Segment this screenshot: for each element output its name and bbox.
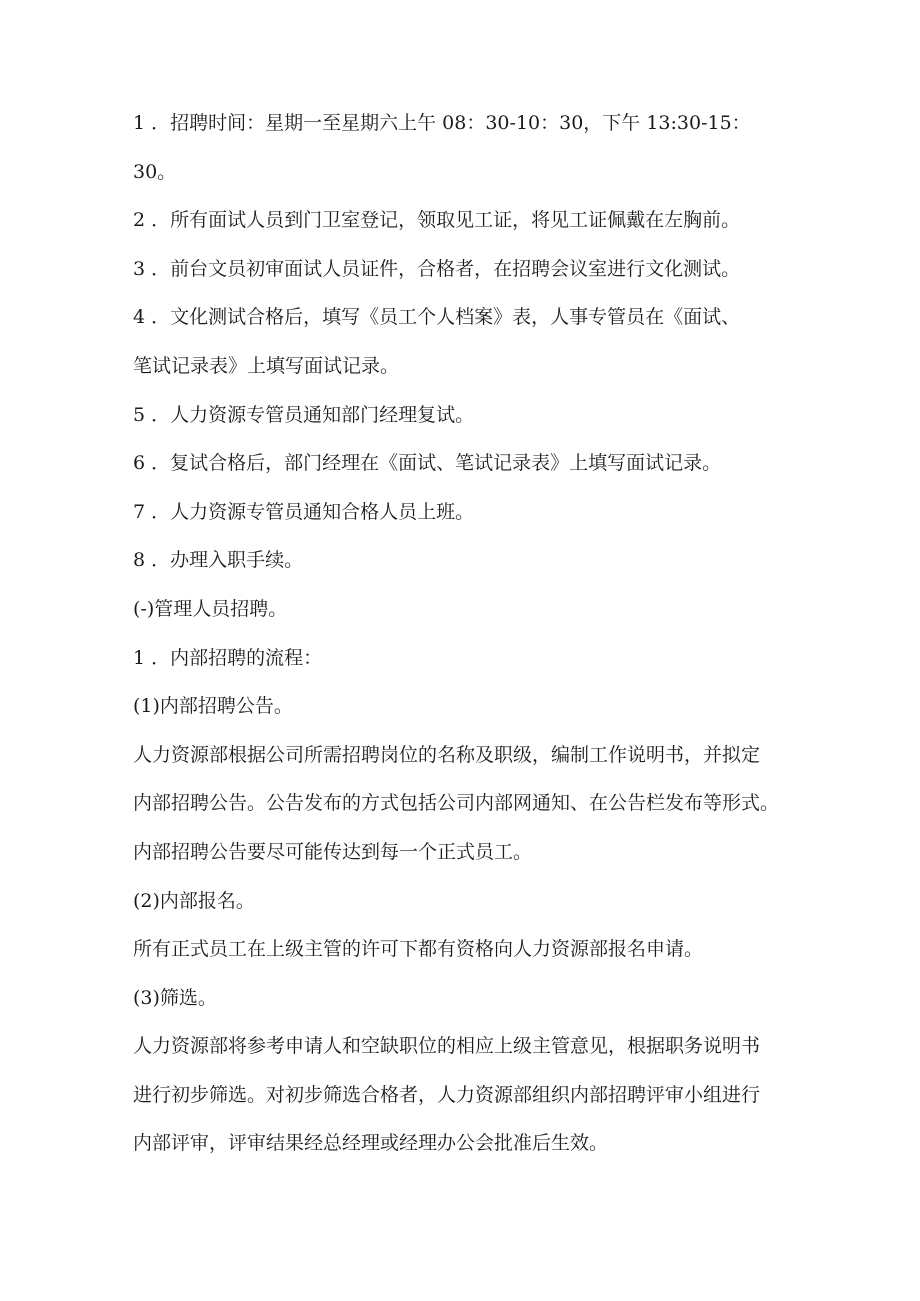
text-line: 内部招聘公告。公告发布的方式包括公司内部网通知、在公告栏发布等形式。 <box>133 792 780 815</box>
text-line: 内部招聘公告要尽可能传达到每一个正式员工。 <box>133 840 533 863</box>
text-line: 3 ．前台文员初审面试人员证件，合格者，在招聘会议室进行文化测试。 <box>133 257 741 280</box>
text-line: 1 ．内部招聘的流程： <box>133 646 323 669</box>
text-line: 8 ．办理入职手续。 <box>133 549 304 572</box>
text-line: 30。 <box>133 160 177 183</box>
text-line: 人力资源部将参考申请人和空缺职位的相应上级主管意见，根据职务说明书 <box>133 1035 761 1058</box>
text-line: 笔试记录表》上填写面试记录。 <box>133 354 400 377</box>
text-line: 人力资源部根据公司所需招聘岗位的名称及职级，编制工作说明书，并拟定 <box>133 743 761 766</box>
text-line: 进行初步筛选。对初步筛选合格者，人力资源部组织内部招聘评审小组进行 <box>133 1083 761 1106</box>
text-line: 7 ．人力资源专管员通知合格人员上班。 <box>133 500 475 523</box>
section-heading: (-)管理人员招聘。 <box>133 597 288 620</box>
document-body <box>133 99 793 1168</box>
text-line: 2 ．所有面试人员到门卫室登记，领取见工证，将见工证佩戴在左胸前。 <box>133 209 741 232</box>
subsection-heading: (1)内部招聘公告。 <box>133 695 293 718</box>
text-line: 5 ．人力资源专管员通知部门经理复试。 <box>133 403 475 426</box>
text-line: 所有正式员工在上级主管的许可下都有资格向人力资源部报名申请。 <box>133 938 704 961</box>
subsection-heading: (2)内部报名。 <box>133 889 255 912</box>
text-line: 6 ．复试合格后，部门经理在《面试、笔试记录表》上填写面试记录。 <box>133 452 722 475</box>
text-line: 内部评审，评审结果经总经理或经理办公会批准后生效。 <box>133 1132 609 1155</box>
subsection-heading: (3)筛选。 <box>133 986 217 1009</box>
text-line: 1 ．招聘时间：星期一至星期六上午 08：30-10：30，下午 13:30-15： <box>133 112 751 134</box>
text-line: 4 ．文化测试合格后，填写《员工个人档案》表，人事专管员在《面试、 <box>133 306 741 329</box>
